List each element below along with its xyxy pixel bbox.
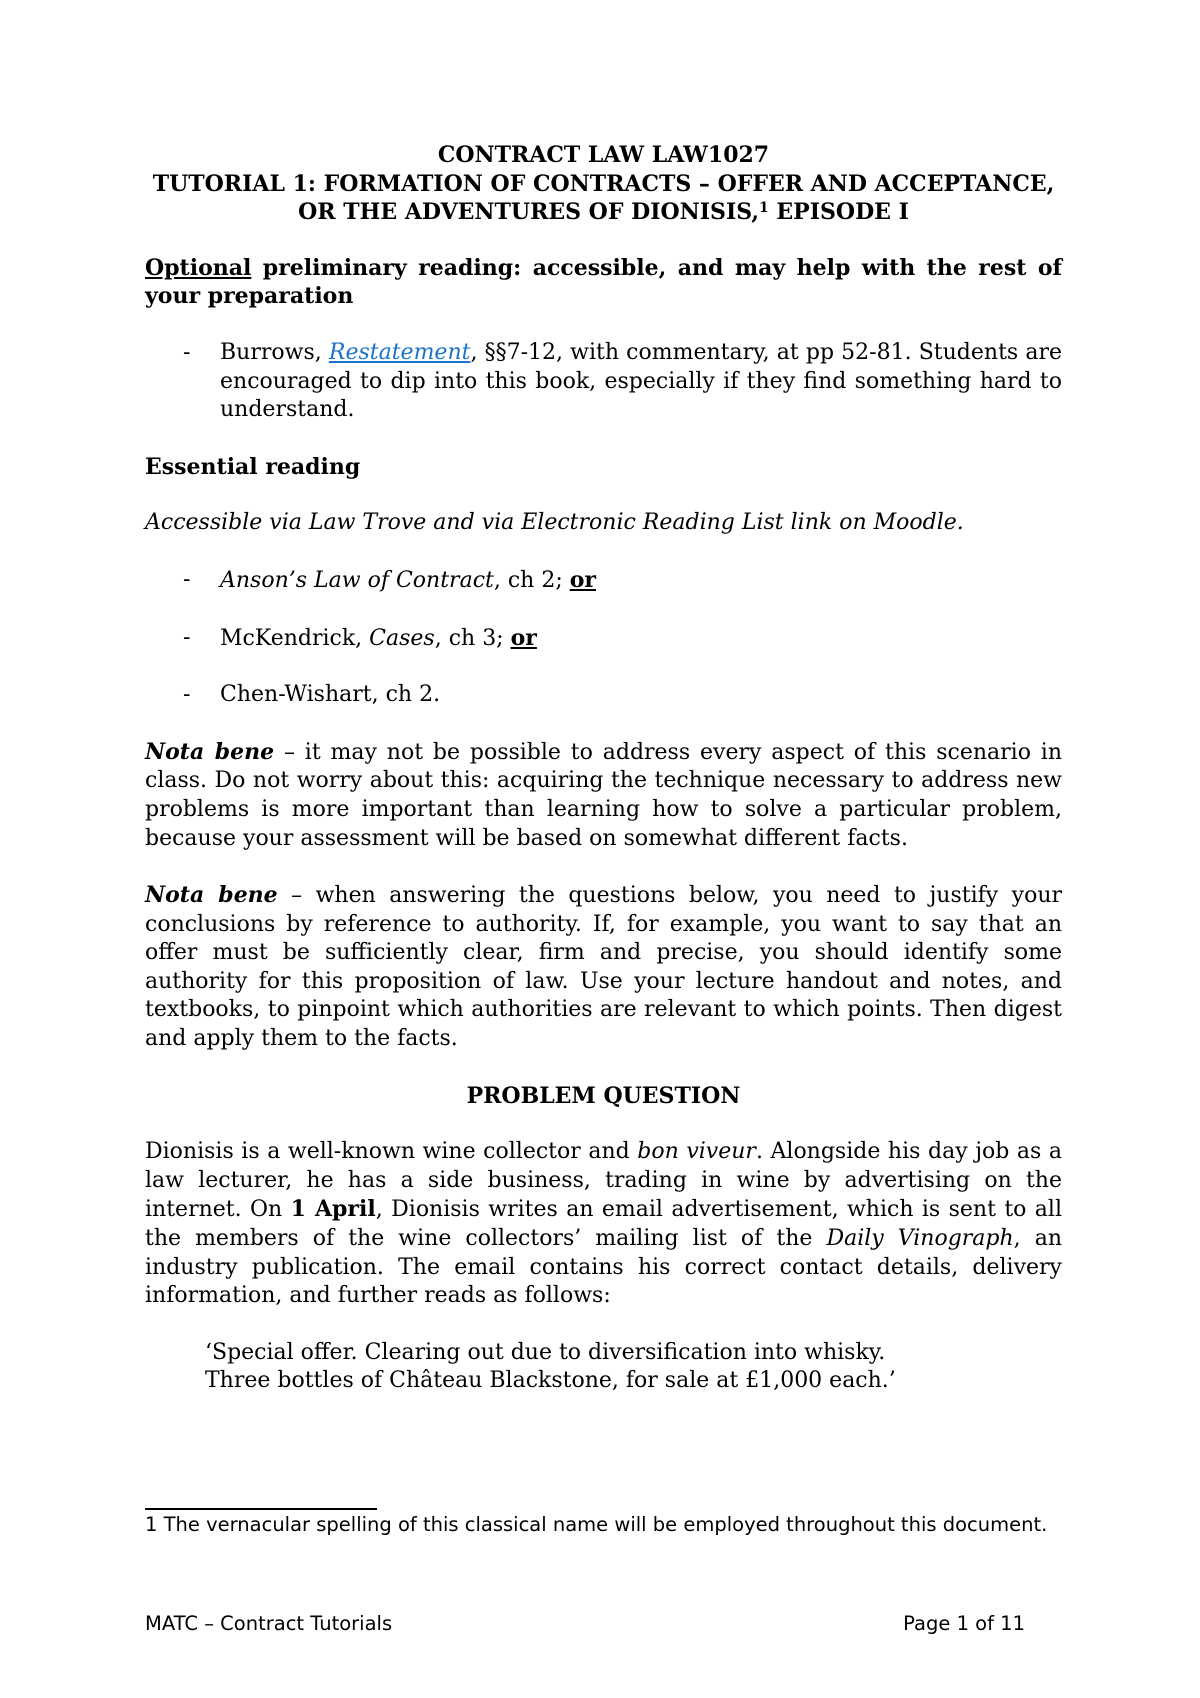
essential-reading-heading: Essential reading [145,453,361,480]
nota-bene-text: – it may not be possible to address every aspect of this scenario in class. Do not worry about this: acquiring the technique necessary to address new problems is more important than learning how to solve a particular problem, because your assessment will be based on somewhat different facts. [145,739,1062,851]
problem-text-1: Dionisis is a well-known wine collector and [145,1139,638,1165]
dash-bullet: - [183,339,191,365]
footnote-text: The vernacular spelling of this classical name will be employed throughout this document. [157,1513,1048,1536]
prelim-item-detail: , §§7-12, with commentary, at pp 52-81. Students are encouraged to dip into this book, especially if they find something hard to understand. [220,339,1062,423]
problem-paragraph [145,1138,1062,1311]
nota-bene-text: – when answering the questions below, you need to justify your conclusions by reference to authority. If, for example, you want to say that an offer must be sufficiently clear, firm and precise, you should identify some authority for this proposition of law. Use your lecture handout and notes, and textbooks, to pinpoint which authorities are relevant to which points. Then digest and apply them to the facts. [145,883,1063,1052]
nota-bene-paragraph [145,738,1062,853]
list-item [145,681,1062,710]
footer-left-text: MATC – Contract Tutorials [145,1612,393,1635]
problem-text-4: , an industry publication. The email contains his correct contact details, delivery information, and further reads as follows: [145,1226,1062,1309]
tutorial-title: TUTORIAL 1: FORMATION OF CONTRACTS – OFFER AND ACCEPTANCE, [152,170,1055,197]
quote-line: ‘Special offer. Clearing out due to diversification into whisky. [205,1339,886,1365]
advertisement-quote [145,1339,1062,1396]
list-item [145,339,1062,425]
problem-text-3: , Dionisis writes an email advertisement, which is sent to all the members of the wine collectors’ mailing list of the [145,1197,1062,1252]
nota-bene-paragraph [145,881,1062,1054]
dash-bullet: - [183,682,191,708]
or-connector: or [569,566,596,593]
prelim-heading-rest: preliminary reading: accessible, and may help with the rest of your preparation [145,254,1062,310]
book-title: Cases [369,625,435,651]
footnote-reference[interactable]: 1 [759,200,769,217]
book-title: Anson’s Law of Contract [220,567,494,593]
title-block [145,141,1062,227]
page-footer [145,1612,1025,1636]
essential-reading-note: Accessible via Law Trove and via Electronic Reading List link on Moodle. [145,510,964,536]
problem-question-heading: PROBLEM QUESTION [466,1082,741,1109]
problem-italic-1: bon viveur [637,1139,756,1165]
list-item [145,624,1062,654]
book-chapter: , ch 2; [493,567,570,593]
restatement-link[interactable]: Restatement [328,339,471,365]
quote-line: Three bottles of Château Blackstone, for sale at £1,000 each.’ [205,1368,896,1394]
prelim-item-author: Burrows, [220,339,329,365]
prelim-reading-list [145,339,1062,425]
publication-name: Daily Vinograph [826,1226,1014,1252]
footnote [145,1513,1062,1537]
book-author: McKendrick, [220,625,370,651]
dash-bullet: - [183,566,191,592]
page-content [145,141,1062,1396]
book-chapter: , ch 3; [434,625,511,651]
page-number: Page 1 of 11 [903,1612,1025,1635]
essential-reading-list [145,566,1062,710]
footnote-number: 1 [145,1513,158,1536]
prelim-reading-heading [145,254,1062,311]
footnote-separator [145,1508,377,1510]
nota-bene-label: Nota bene [145,738,275,765]
prelim-optional-word: Optional [145,254,252,281]
problem-text-2: . Alongside his day job as a law lecturer, he has a side business, trading in wine by advertising on the internet. On [145,1139,1062,1223]
book-reference: Chen-Wishart, ch 2. [220,682,441,708]
list-item [145,566,1062,596]
episode-title [145,198,1062,227]
dash-bullet: - [183,624,191,650]
nota-bene-label: Nota bene [145,882,278,909]
episode-title-text: OR THE ADVENTURES OF DIONISIS, [298,199,759,226]
problem-date: 1 April [290,1196,376,1223]
course-title: CONTRACT LAW LAW1027 [437,142,770,168]
or-connector: or [510,624,537,651]
episode-title-suffix: EPISODE I [768,199,909,226]
